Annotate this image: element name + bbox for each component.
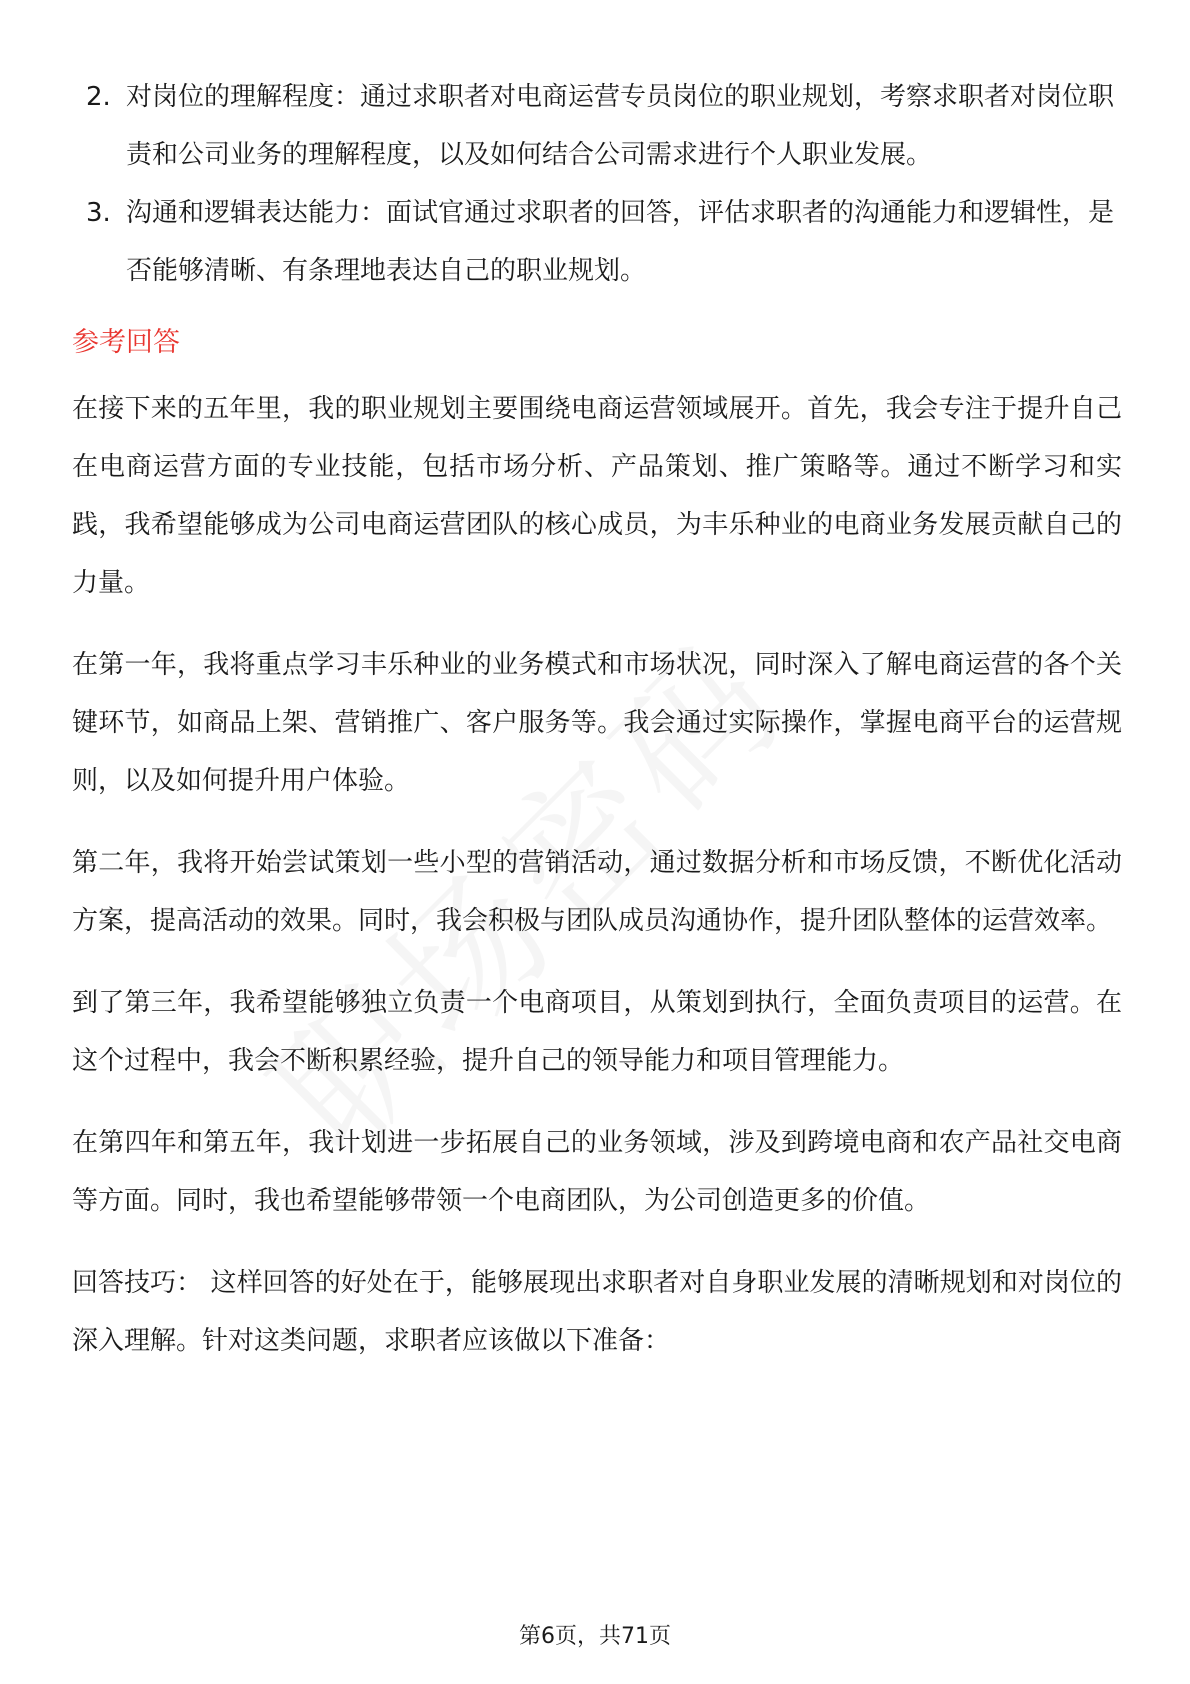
paragraph: 到了第三年，我希望能够独立负责一个电商项目，从策划到执行，全面负责项目的运营。在这个过程中，我会不断积累经验，提升自己的领导能力和项目管理能力。 xyxy=(72,988,1122,1076)
list-item-text: 沟通和逻辑表达能力：面试官通过求职者的回答，评估求职者的沟通能力和逻辑性，是否能够清晰、有条理地表达自己的职业规划。 xyxy=(126,198,1115,286)
list-item-text: 对岗位的理解程度：通过求职者对电商运营专员岗位的职业规划，考察求职者对岗位职责和公司业务的理解程度，以及如何结合公司需求进行个人职业发展。 xyxy=(126,82,1115,170)
page-number-footer: 第6页，共71页 xyxy=(519,1624,671,1649)
paragraph: 在第四年和第五年，我计划进一步拓展自己的业务领域，涉及到跨境电商和农产品社交电商等方面。同时，我也希望能够带领一个电商团队，为公司创造更多的价值。 xyxy=(72,1128,1122,1216)
paragraph: 第二年，我将开始尝试策划一些小型的营销活动，通过数据分析和市场反馈，不断优化活动方案，提高活动的效果。同时，我会积极与团队成员沟通协作，提升团队整体的运营效率。 xyxy=(72,848,1122,936)
section-heading: 参考回答 xyxy=(72,327,180,358)
answer-tips-paragraph: 回答技巧： 这样回答的好处在于，能够展现出求职者对自身职业发展的清晰规划和对岗位的深入理解。针对这类问题，求职者应该做以下准备： xyxy=(72,1268,1122,1356)
list-item xyxy=(72,184,1122,300)
numbered-list xyxy=(72,68,1122,300)
list-item-number: 3. xyxy=(86,198,111,228)
list-item xyxy=(72,68,1122,184)
list-item-number: 2. xyxy=(86,82,111,112)
paragraph: 在接下来的五年里，我的职业规划主要围绕电商运营领域展开。首先，我会专注于提升自己在电商运营方面的专业技能，包括市场分析、产品策划、推广策略等。通过不断学习和实践，我希望能够成为公司电商运营团队的核心成员，为丰乐种业的电商业务发展贡献自己的力量。 xyxy=(72,394,1122,598)
paragraph: 在第一年，我将重点学习丰乐种业的业务模式和市场状况，同时深入了解电商运营的各个关键环节，如商品上架、营销推广、客户服务等。我会通过实际操作，掌握电商平台的运营规则，以及如何提升用户体验。 xyxy=(72,650,1122,796)
page-content xyxy=(72,68,1122,1394)
